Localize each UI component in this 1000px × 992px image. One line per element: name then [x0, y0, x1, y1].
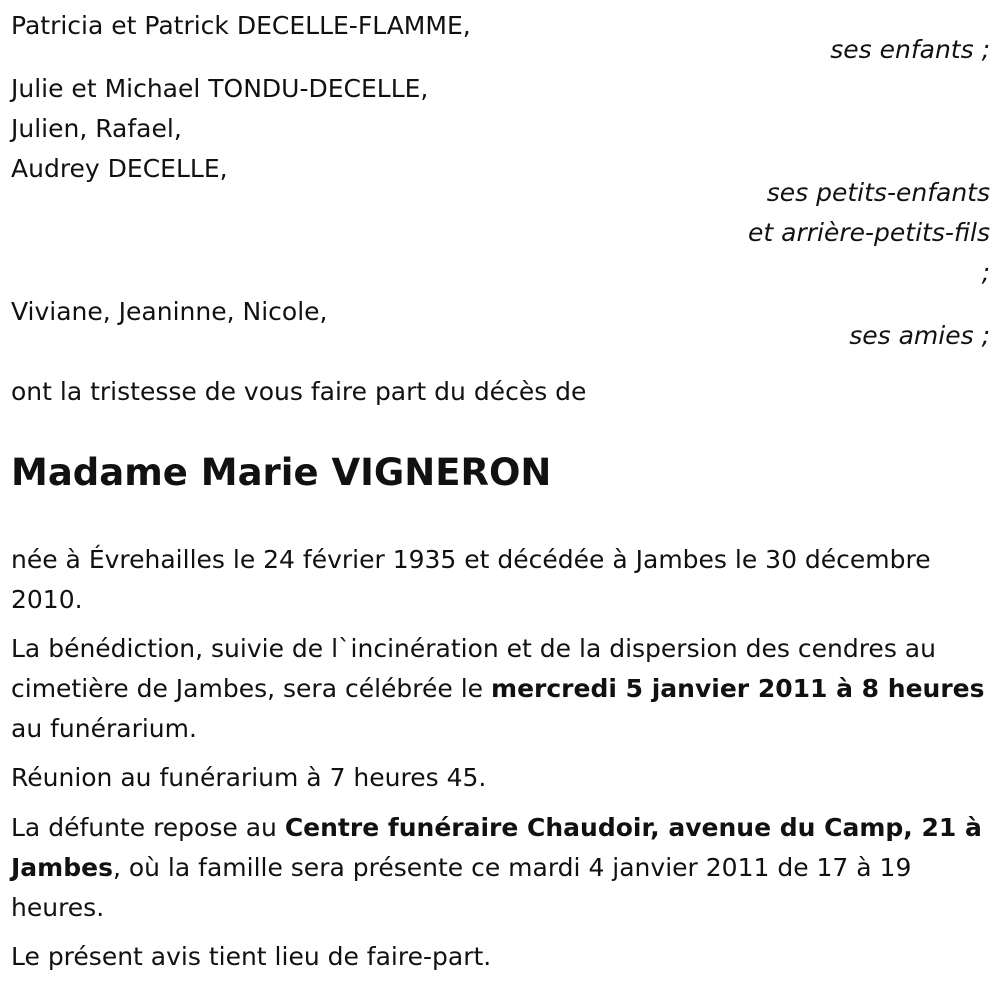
friends-names: Viviane, Jeaninne, Nicole, — [11, 297, 328, 326]
meeting-paragraph: Réunion au funérarium à 7 heures 45. — [11, 763, 487, 792]
birth-death-paragraph: née à Évrehailles le 24 février 1935 et décédée à Jambes le 30 décembre 2010. — [11, 545, 931, 614]
grandchildren-role-1: ses petits-enfants — [766, 178, 990, 207]
grandchildren-role-3: ; — [981, 258, 990, 287]
deceased-name: Madame Marie VIGNERON — [11, 451, 552, 494]
closing-paragraph: Le présent avis tient lieu de faire-part. — [11, 942, 492, 971]
ceremony-paragraph — [11, 629, 993, 749]
grandchild-line-1: Julie et Michael TONDU-DECELLE, — [11, 74, 429, 103]
ceremony-text-after: au funérarium. — [11, 714, 197, 743]
rest-text-before: La défunte repose au — [11, 813, 285, 842]
children-names: Patricia et Patrick DECELLE-FLAMME, — [11, 11, 471, 40]
grandchild-line-2: Julien, Rafael, — [11, 114, 182, 143]
rest-paragraph — [11, 808, 993, 928]
grandchildren-role-2: et arrière-petits-fils — [748, 218, 990, 247]
announcement: ont la tristesse de vous faire part du décès de — [11, 377, 587, 406]
ceremony-text-before: La bénédiction, suivie de l`incinération et de la dispersion des cendres au cimetière de Jambes, sera célébrée le — [11, 634, 936, 703]
friends-role: ses amies ; — [849, 321, 990, 350]
rest-text-after: , où la famille sera présente ce mardi 4 janvier 2011 de 17 à 19 heures. — [11, 853, 912, 922]
ceremony-date: mercredi 5 janvier 2011 à 8 heures — [491, 674, 985, 703]
children-role: ses enfants ; — [830, 35, 990, 64]
rest-location: Centre funéraire Chaudoir, avenue du Camp, 21 à Jambes — [11, 813, 982, 882]
grandchild-line-3: Audrey DECELLE, — [11, 154, 228, 183]
